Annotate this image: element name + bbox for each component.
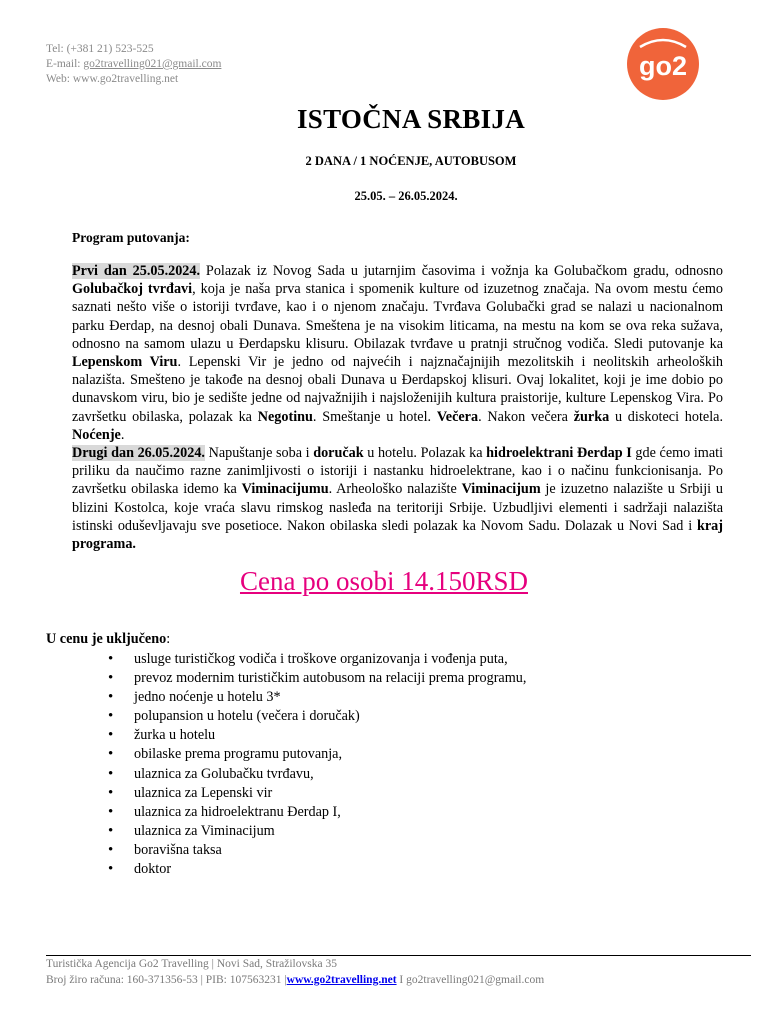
- day2-text: gde ćemo imati priliku da naučimo razne zanimljivosti o istoriji i nastanku hidroelektrane, kao i o načinu funkcionisanja. Po završetku obilaska idemo ka: [72, 445, 724, 498]
- page-title: ISTOČNA SRBIJA: [296, 104, 526, 134]
- email-label: E-mail:: [46, 58, 84, 70]
- day1-bold: Negotinu: [257, 408, 313, 425]
- price-per-person: Cena po osobi 14.150RSD: [239, 566, 528, 596]
- web-text: Web: www.go2travelling.net: [46, 73, 179, 85]
- day1-paragraph: [72, 262, 723, 444]
- day1-bold: Lepenskom Viru: [72, 354, 178, 371]
- included-item: • jedno noćenje u hotelu 3*: [108, 688, 526, 707]
- included-item: • žurka u hotelu: [108, 726, 526, 745]
- day2-text: . Arheološko nalazište: [328, 481, 462, 498]
- logo-text: go2: [638, 51, 688, 81]
- footer-address: Turistička Agencija Go2 Travelling | Novi Sad, Stražilovska 35: [46, 958, 337, 970]
- day2-bold: Viminacijumu: [241, 481, 329, 498]
- day1-text: u diskoteci hotela.: [609, 408, 723, 425]
- day1-bold: Večera: [436, 408, 479, 425]
- included-item: • polupansion u hotelu (večera i doručak): [108, 707, 526, 726]
- included-heading: [46, 631, 170, 648]
- day2-bold: hidroelektrani Đerdap I: [486, 445, 632, 462]
- email-link[interactable]: go2travelling021@gmail.com: [83, 58, 222, 70]
- program-heading: Program putovanja:: [72, 230, 190, 245]
- included-list: [108, 650, 526, 879]
- day2-bold: Viminacijum: [461, 481, 541, 498]
- day1-text: . Smeštanje u hotel.: [312, 408, 437, 425]
- day1-bold: Noćenje: [72, 426, 121, 443]
- trip-dates: 25.05. – 26.05.2024.: [354, 189, 458, 203]
- day2-bold: doručak: [313, 445, 364, 462]
- day1-text: . Lepenski Vir je jedno od najvećih i najznačajnijih mezolitskih i neolitskih arheoloških nalazišta. Smešteno je takođe na desnoj obali Dunava u Đerdapskoj klisuri. Ovaj lokalitet, koji je ime dobio po dunavskom viru, bio je sedište jedne od najvažnijih i najsloženijih kultura praistorije, kulture Lepenskog Vira. Po završetku obilaska, polazak ka: [72, 354, 723, 425]
- footer-details: [46, 973, 544, 989]
- day1-label: Prvi dan 25.05.2024.: [72, 263, 201, 279]
- day1-text: , koja je naša prva stanica i spomenik kulture od izuzetnog značaja. Na ovom mestu ćemo saznati nešto više o istoriji tvrđave, kao i o njenom značaju. Tvrđava Golubački grad se nalazi u nacionalnom parku Đerdap, na desnoj obali Dunava. Smeštena je na visokim liticama, na mestu na kom se ova reka sužava, odnosno na samom ulazu u Đerdapsku klisuru. Obilazak tvrđave u pratnji stručnog vodiča. Sledi putovanje ka: [72, 281, 723, 352]
- footer: [46, 957, 544, 988]
- included-item: • prevoz modernim turističkim autobusom na relaciji prema programu,: [108, 669, 526, 688]
- itinerary: [72, 262, 723, 553]
- day1-text: .: [120, 426, 125, 443]
- phone-text: Tel: (+381 21) 523-525: [46, 43, 154, 55]
- footer-email: I go2travelling021@gmail.com: [396, 973, 545, 986]
- included-item: • usluge turističkog vodiča i troškove organizovanja i vođenja puta,: [108, 650, 526, 669]
- included-item: • ulaznica za Viminacijum: [108, 822, 526, 841]
- go2-logo: [626, 27, 700, 101]
- day2-text: je izuzetno nalazište u Srbiji u blizini Kostolca, koje vraća slavu rimskog nasleđa na teritoriji Srbije. Uzbudljivi elementi i sadržaji nalazišta istinski oduševljavaju sve posetioce. Nakon obilaska sledi polazak ka Novom Sadu. Dolazak u Novi Sad i: [72, 481, 723, 534]
- included-item: • ulaznica za Golubačku tvrđavu,: [108, 765, 526, 784]
- included-item: • ulaznica za Lepenski vir: [108, 784, 526, 803]
- day1-bold: žurka: [573, 408, 610, 425]
- included-colon: :: [166, 631, 171, 647]
- footer-account: Broj žiro računa: 160-371356-53 | PIB: 107563231 |: [46, 973, 287, 986]
- email-line: [46, 57, 221, 72]
- day2-paragraph: [72, 444, 723, 553]
- day2-text: u hotelu. Polazak ka: [363, 445, 487, 462]
- day1-text: . Nakon večera: [478, 408, 574, 425]
- day2-bold: kraj programa.: [72, 517, 723, 553]
- day2-label: Drugi dan 26.05.2024.: [72, 445, 205, 462]
- footer-divider: [46, 955, 751, 956]
- trip-subtitle: 2 DANA / 1 NOĆENJE, AUTOBUSOM: [305, 154, 517, 168]
- contact-block: [46, 42, 221, 87]
- day1-bold: Golubačkoj tvrđavi: [72, 281, 193, 298]
- included-title: U cenu je uključeno: [46, 631, 167, 647]
- included-item: • doktor: [108, 860, 526, 879]
- included-item: • ulaznica za hidroelektranu Đerdap I,: [108, 803, 526, 822]
- included-item: • boravišna taksa: [108, 841, 526, 860]
- day2-text: Napuštanje soba i: [204, 445, 314, 462]
- website-link[interactable]: www.go2travelling.net: [286, 973, 397, 986]
- included-item: • obilaske prema programu putovanja,: [108, 745, 526, 764]
- day1-text: Polazak iz Novog Sada u jutarnjim časovima i vožnja ka Golubačkom gradu, odnosno: [200, 263, 723, 279]
